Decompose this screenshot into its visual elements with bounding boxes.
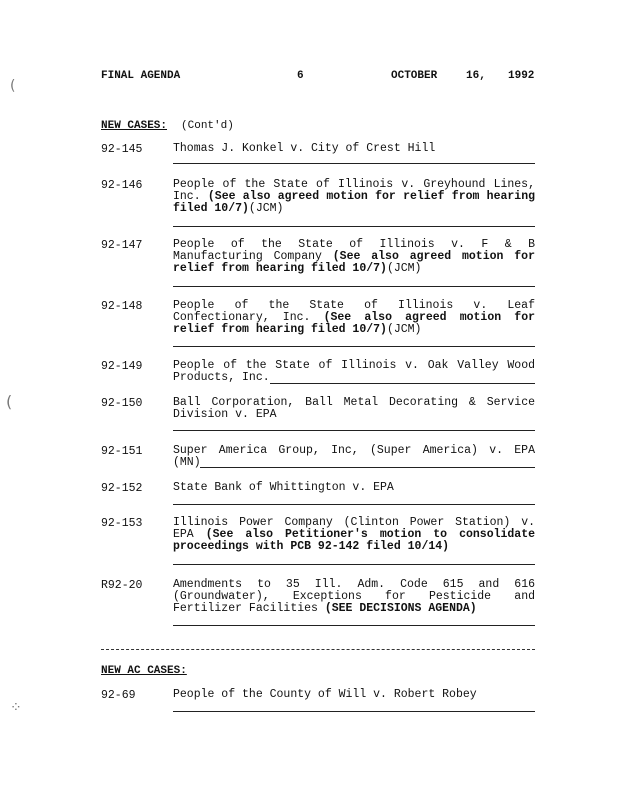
case-title: Thomas J. Konkel v. City of Crest Hill — [173, 142, 436, 155]
header-month: OCTOBER — [391, 70, 438, 82]
case-number: 92-69 — [101, 689, 136, 702]
case-title: Ball Corporation, Ball Metal Decorating & Service Division v. EPA — [173, 396, 535, 421]
case-title: People of the County of Will v. Robert Robey — [173, 688, 477, 701]
case-rule — [173, 711, 535, 712]
new-cases-label: NEW CASES: — [101, 120, 168, 132]
case-number: 92-145 — [101, 143, 143, 156]
case-number: 92-149 — [101, 360, 143, 373]
case-number: 92-150 — [101, 397, 143, 410]
scan-mark: ( — [6, 392, 13, 411]
new-ac-cases-heading — [101, 665, 187, 677]
case-rule — [173, 564, 535, 565]
case-rule — [173, 504, 535, 505]
case-title: People of the State of Illinois v. Greyhound Lines, Inc. (See also agreed motion for relief from hearing filed 10/7)(JCM) — [173, 178, 535, 215]
case-number: 92-153 — [101, 517, 143, 530]
case-rule — [173, 346, 535, 347]
section-divider — [101, 649, 535, 650]
case-number: 92-151 — [101, 445, 143, 458]
scan-mark: ⁘ — [10, 700, 22, 716]
new-ac-cases-label: NEW AC CASES: — [101, 665, 187, 677]
case-rule — [173, 286, 535, 287]
agenda-title: FINAL AGENDA — [101, 70, 181, 82]
case-number: 92-146 — [101, 179, 143, 192]
case-number: 92-152 — [101, 482, 143, 495]
case-rule — [173, 163, 535, 164]
case-rule — [173, 430, 535, 431]
case-title: People of the State of Illinois v. Oak Valley Wood Products, Inc. — [173, 359, 535, 384]
case-rule — [200, 467, 535, 468]
case-title: Amendments to 35 Ill. Adm. Code 615 and 616 (Groundwater), Exceptions for Pesticide and Fertilizer Facilities (SEE DECISIONS AGENDA) — [173, 578, 535, 615]
header-day: 16, — [466, 70, 486, 82]
header-year: 1992 — [508, 70, 535, 82]
case-title: Illinois Power Company (Clinton Power Station) v. EPA (See also Petitioner's motion to consolidate proceedings with PCB 92-142 filed 10/14) — [173, 516, 535, 553]
case-number: 92-147 — [101, 239, 143, 252]
case-rule — [270, 383, 535, 384]
case-title: Super America Group, Inc, (Super America) v. EPA (MN) — [173, 444, 535, 469]
case-title: State Bank of Whittington v. EPA — [173, 481, 394, 494]
new-cases-cont: (Cont'd) — [181, 120, 234, 132]
case-rule — [173, 625, 535, 626]
case-rule — [173, 226, 535, 227]
case-number: R92-20 — [101, 579, 143, 592]
case-number: 92-148 — [101, 300, 143, 313]
page-number: 6 — [297, 70, 304, 82]
case-title: People of the State of Illinois v. F & B Manufacturing Company (See also agreed motion for relief from hearing filed 10/7)(JCM) — [173, 238, 535, 275]
scan-mark: ( — [10, 78, 16, 94]
new-cases-heading — [101, 120, 234, 132]
case-title: People of the State of Illinois v. Leaf Confectionary, Inc. (See also agreed motion for relief from hearing filed 10/7)(JCM) — [173, 299, 536, 336]
